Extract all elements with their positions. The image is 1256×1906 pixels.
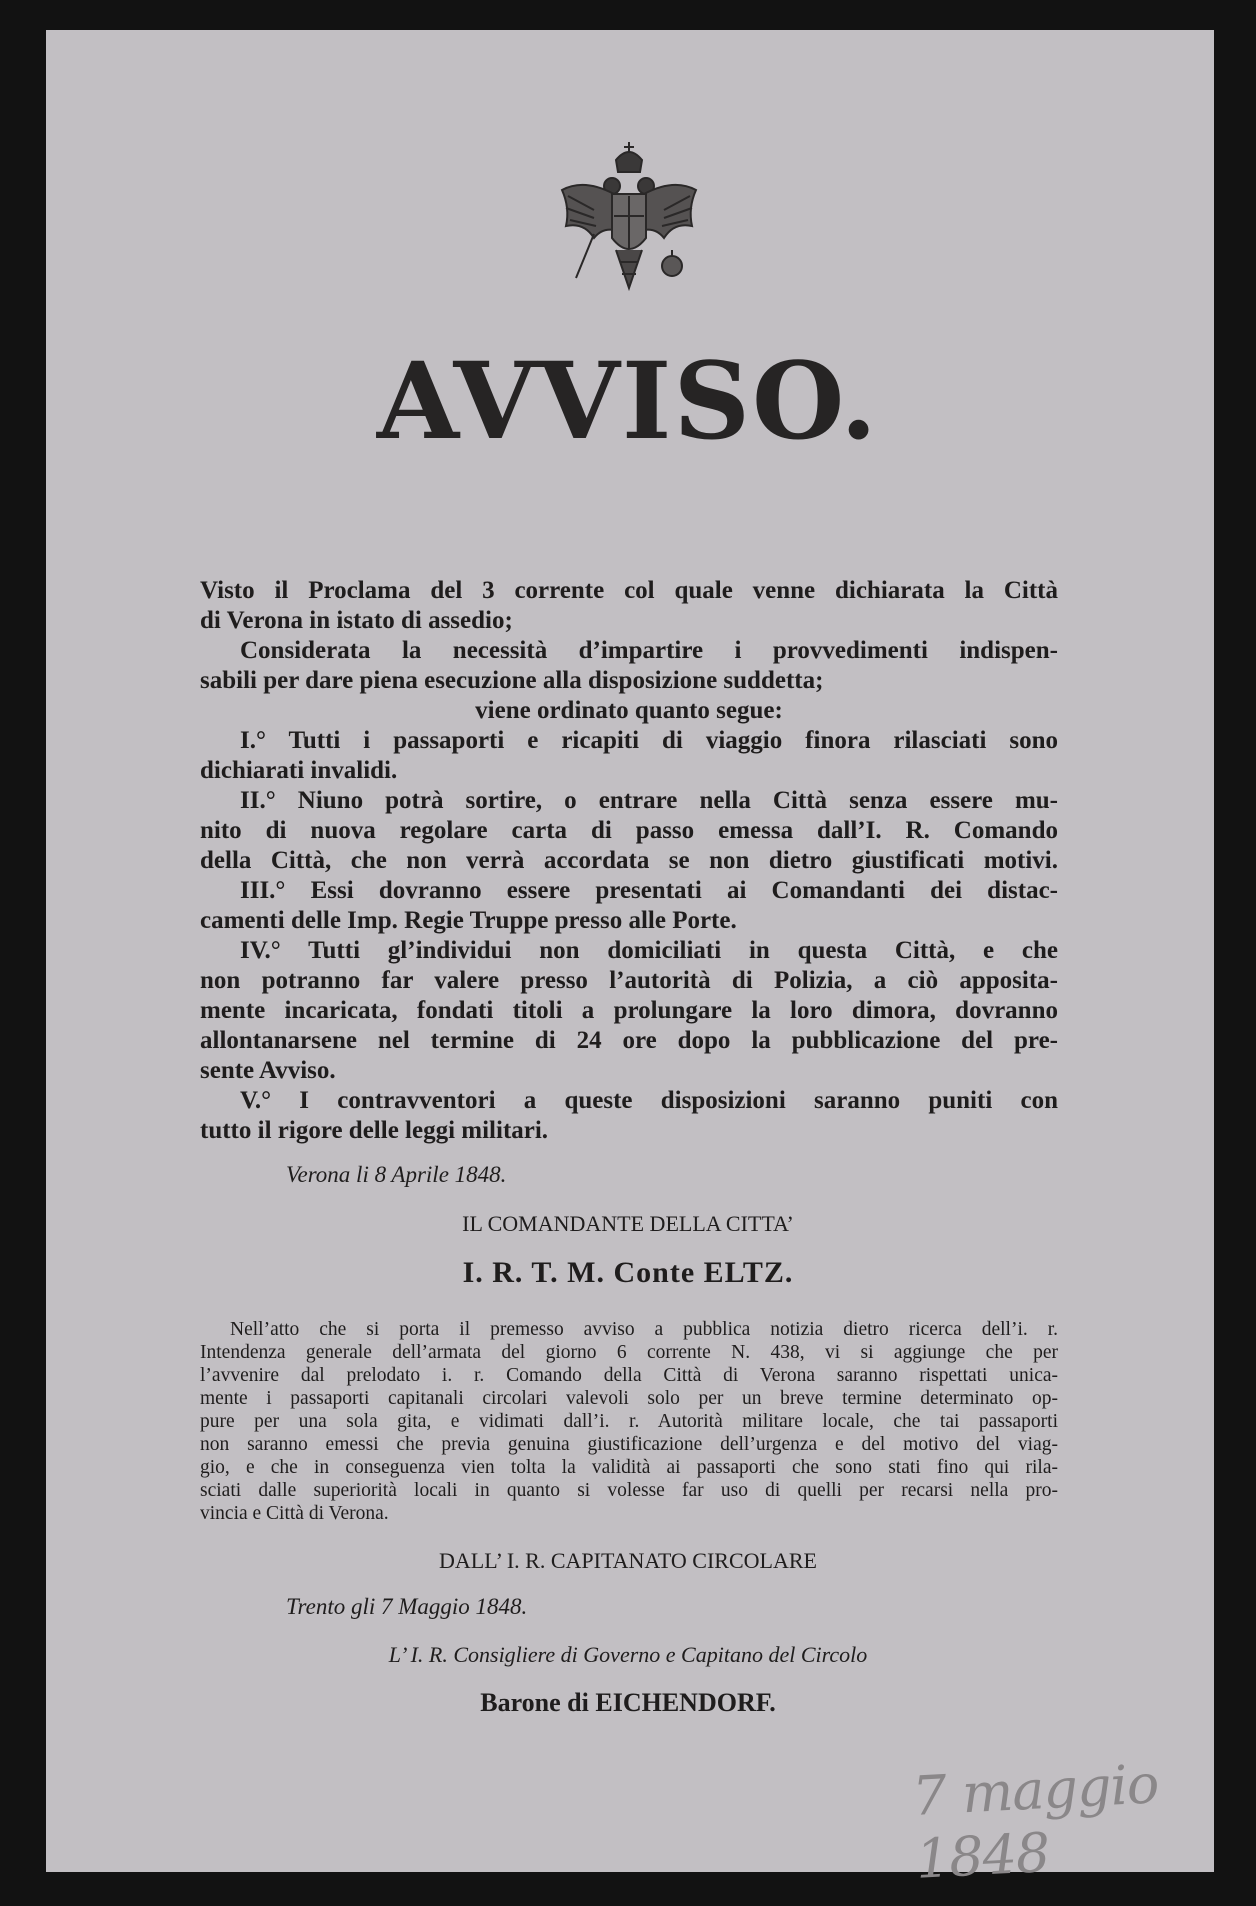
notice-line: vincia e Città di Verona. bbox=[200, 1503, 389, 1524]
austrian-double-headed-eagle-icon bbox=[554, 138, 704, 306]
proclamation-line: sabili per dare piena esecuzione alla disposizione suddetta; bbox=[200, 667, 824, 694]
capitanato-heading: DALL’ I. R. CAPITANATO CIRCOLARE bbox=[439, 1548, 817, 1573]
poster-title: AVVISO. bbox=[376, 338, 880, 463]
official-name: Barone di EICHENDORF. bbox=[480, 1688, 776, 1717]
handwritten-date-note: 7 maggio 1848 bbox=[910, 1752, 1160, 1891]
commander-name: I. R. T. M. Conte ELTZ. bbox=[462, 1256, 794, 1289]
notice-line: Intendenza generale dell’armata del giorno 6 corrente N. 438, vi si aggiunge che per bbox=[200, 1342, 1058, 1363]
date-verona: Verona li 8 Aprile 1848. bbox=[286, 1162, 507, 1187]
notice-line: non saranno emessi che previa genuina giustificazione dell’urgenza e del motivo del viag- bbox=[200, 1434, 1058, 1455]
proclamation-line: I.° Tutti i passaporti e ricapiti di viaggio finora rilasciati sono bbox=[240, 727, 1058, 754]
proclamation-line: camenti delle Imp. Regie Truppe presso alle Porte. bbox=[200, 907, 737, 934]
notice-line: gio, e che in conseguenza vien tolta la validità ai passaporti che sono stati fino qui rila- bbox=[200, 1457, 1058, 1478]
proclamation-line: sente Avviso. bbox=[200, 1057, 336, 1084]
proclamation-line: di Verona in istato di assedio; bbox=[200, 607, 513, 634]
proclamation-line: II.° Niuno potrà sortire, o entrare nella Città senza essere mu- bbox=[240, 787, 1058, 814]
proclamation-line: allontanarsene nel termine di 24 ore dopo la pubblicazione del pre- bbox=[200, 1027, 1058, 1054]
proclamation-line: Visto il Proclama del 3 corrente col quale venne dichiarata la Città bbox=[200, 577, 1058, 604]
notice-line: sciati dalle superiorità locali in quanto si volesse far uso di quelli per recarsi nella pro- bbox=[200, 1480, 1058, 1501]
proclamation-line: III.° Essi dovranno essere presentati ai Comandanti dei distac- bbox=[240, 877, 1058, 904]
proclamation-line: della Città, che non verrà accordata se non dietro giustificati motivi. bbox=[200, 847, 1058, 874]
commander-heading: IL COMANDANTE DELLA CITTA’ bbox=[462, 1211, 794, 1236]
proclamation-line: non potranno far valere presso l’autorità di Polizia, a ciò apposita- bbox=[200, 967, 1058, 994]
notice-line: mente i passaporti capitanali circolari valevoli solo per un breve termine determinato op- bbox=[200, 1388, 1058, 1409]
proclamation-line: nito di nuova regolare carta di passo emessa dall’I. R. Comando bbox=[200, 817, 1058, 844]
notice-line: Nell’atto che si porta il premesso avviso a pubblica notizia dietro ricerca dell’i. r. bbox=[230, 1319, 1058, 1340]
notice-line: pure per una sola gita, e vidimati dall’i. r. Autorità militare locale, che tai passaporti bbox=[200, 1411, 1058, 1432]
notice-line: l’avvenire dal prelodato i. r. Comando della Città di Verona saranno rispettati unica- bbox=[200, 1365, 1058, 1386]
proclamation-line: viene ordinato quanto segue: bbox=[475, 697, 783, 724]
date-trento: Trento gli 7 Maggio 1848. bbox=[286, 1594, 528, 1619]
proclamation-line: tutto il rigore delle leggi militari. bbox=[200, 1117, 549, 1144]
proclamation-line: mente incaricata, fondati titoli a prolungare la loro dimora, dovranno bbox=[200, 997, 1058, 1024]
proclamation-line: IV.° Tutti gl’individui non domiciliati in questa Città, e che bbox=[240, 937, 1058, 964]
proclamation-line: Considerata la necessità d’impartire i provvedimenti indispen- bbox=[240, 637, 1058, 664]
official-title: L’ I. R. Consigliere di Governo e Capitano del Circolo bbox=[388, 1642, 868, 1667]
proclamation-line: V.° I contravventori a queste disposizioni saranno puniti con bbox=[240, 1087, 1058, 1114]
proclamation-line: dichiarati invalidi. bbox=[200, 757, 398, 784]
